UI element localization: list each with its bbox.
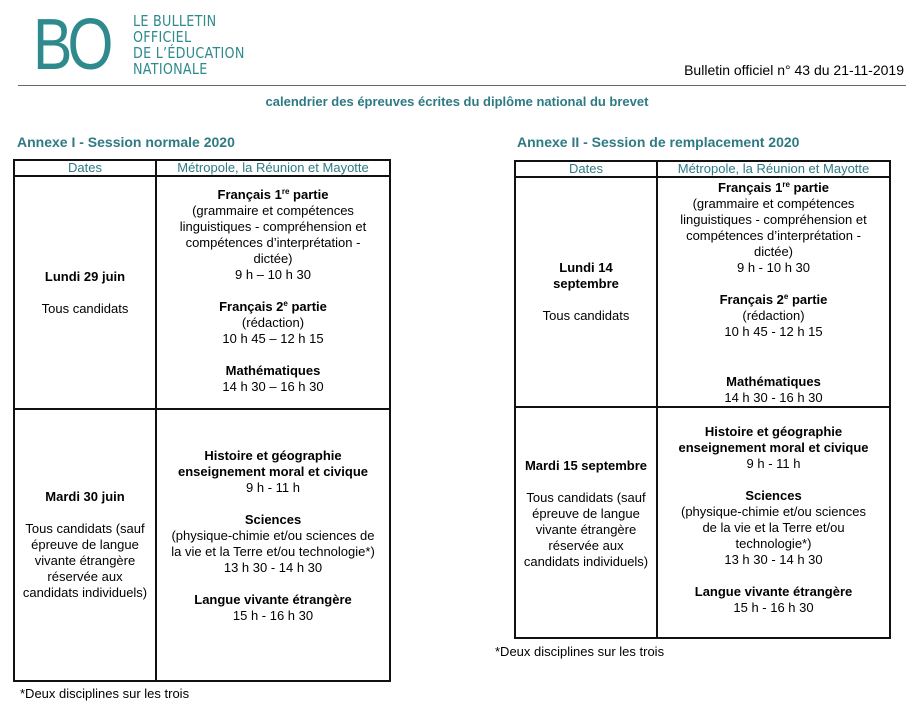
column-header-dates: Dates: [14, 160, 156, 176]
exam-item: [161, 512, 385, 576]
exam-title: Histoire et géographie enseignement moral et civique: [678, 424, 869, 455]
exam-time: 14 h 30 - 16 h 30: [724, 390, 823, 405]
bulletin-reference: Bulletin officiel n° 43 du 21-11-2019: [684, 62, 904, 78]
exams-cell: [657, 177, 890, 407]
exam-item: [662, 488, 885, 568]
date-cell: [515, 407, 657, 638]
exam-time: 10 h 45 – 12 h 15: [222, 331, 324, 346]
logo-text: [133, 13, 245, 77]
exam-description: (physique-chimie et/ou sciences de la vie et la Terre et/ou technologie*): [171, 528, 375, 559]
annex-2-footnote: *Deux disciplines sur les trois: [495, 644, 665, 659]
exam-title: Mathématiques: [225, 363, 321, 378]
exam-item: [662, 292, 885, 340]
exam-time: 9 h - 10 h 30: [737, 260, 810, 275]
exam-item: [161, 448, 385, 496]
column-header-region: Métropole, la Réunion et Mayotte: [156, 160, 390, 176]
bo-logo: [33, 5, 264, 85]
exam-time: 10 h 45 - 12 h 15: [724, 324, 823, 339]
exam-item: [161, 363, 385, 395]
date-label: Mardi 15 septembre: [524, 458, 648, 473]
candidates-note: Tous candidats: [542, 308, 630, 323]
exam-description: (physique-chimie et/ou sciences de la vie et la Terre et/ou technologie*): [681, 504, 866, 551]
exam-description: (rédaction): [742, 308, 805, 323]
exam-title: Langue vivante étrangère: [694, 584, 853, 599]
exam-item: [662, 424, 885, 472]
logo-line: NATIONALE: [133, 60, 208, 78]
exam-title: Histoire et géographie enseignement moral et civique: [177, 448, 368, 479]
date-cell: [515, 177, 657, 407]
logo-line: LE BULLETIN: [133, 12, 217, 30]
exam-description: (grammaire et compétences linguistiques - compréhension et compétences d’interprétation - dictée): [680, 196, 867, 259]
annex-1-title: Annexe I - Session normale 2020: [17, 134, 235, 150]
table-row: [515, 407, 890, 638]
candidates-note: Tous candidats (sauf épreuve de langue vivante étrangère réservée aux candidats individuels): [523, 490, 649, 569]
column-header-dates: Dates: [515, 161, 657, 177]
date-label: Mardi 30 juin: [45, 489, 125, 504]
annex-1-schedule-table: [13, 159, 391, 682]
table-row: [14, 409, 390, 681]
exam-item: [161, 299, 385, 347]
exam-time: 15 h - 16 h 30: [232, 608, 314, 623]
table-row: [14, 176, 390, 409]
table-header-row: [515, 161, 890, 177]
candidates-note: Tous candidats (sauf épreuve de langue vivante étrangère réservée aux candidats individuels): [22, 521, 148, 600]
exam-item: [662, 584, 885, 616]
exam-time: 13 h 30 - 14 h 30: [724, 552, 823, 567]
exam-item: [161, 187, 385, 283]
header-divider: [18, 85, 906, 86]
exam-title: Français 2e partie: [719, 292, 828, 307]
logo-mark: BO: [33, 5, 109, 85]
exam-time: 9 h - 11 h: [246, 480, 300, 495]
exam-time: 15 h - 16 h 30: [733, 600, 814, 615]
column-header-region: Métropole, la Réunion et Mayotte: [657, 161, 890, 177]
exam-title: Langue vivante étrangère: [194, 592, 352, 607]
table-row: [515, 177, 890, 407]
exam-description: (rédaction): [241, 315, 305, 330]
annex-2-title: Annexe II - Session de remplacement 2020: [517, 134, 800, 150]
exam-title: Français 1re partie: [217, 187, 329, 202]
exams-cell: [156, 409, 390, 681]
date-label: Lundi 29 juin: [44, 268, 126, 284]
annex-2-schedule-table: [514, 160, 891, 639]
exam-description: (grammaire et compétences linguistiques - compréhension et compétences d’interprétation - dictée): [179, 203, 367, 266]
annex-1-footnote: *Deux disciplines sur les trois: [20, 686, 190, 701]
exam-time: 9 h – 10 h 30: [235, 267, 311, 282]
exam-item: [662, 180, 885, 276]
date-label: Lundi 14 septembre: [553, 260, 619, 291]
exam-title: Français 2e partie: [219, 299, 327, 314]
logo-line: OFFICIEL: [133, 28, 192, 46]
exam-item: [662, 374, 885, 406]
exam-title: Mathématiques: [726, 374, 821, 389]
exam-title: Français 1re partie: [718, 180, 829, 195]
exam-time: 14 h 30 – 16 h 30: [222, 379, 324, 394]
document-title: calendrier des épreuves écrites du diplôme national du brevet: [265, 94, 649, 109]
exam-item: [161, 592, 385, 624]
table-header-row: [14, 160, 390, 176]
exams-cell: [156, 176, 390, 409]
exam-time: 13 h 30 - 14 h 30: [223, 560, 323, 575]
candidates-note: Tous candidats: [41, 300, 129, 316]
exams-cell: [657, 407, 890, 638]
date-cell: [14, 176, 156, 409]
date-cell: [14, 409, 156, 681]
exam-title: Sciences: [244, 512, 302, 527]
logo-line: DE L’ÉDUCATION: [133, 44, 245, 62]
exam-time: 9 h - 11 h: [746, 456, 801, 471]
exam-title: Sciences: [745, 488, 802, 503]
